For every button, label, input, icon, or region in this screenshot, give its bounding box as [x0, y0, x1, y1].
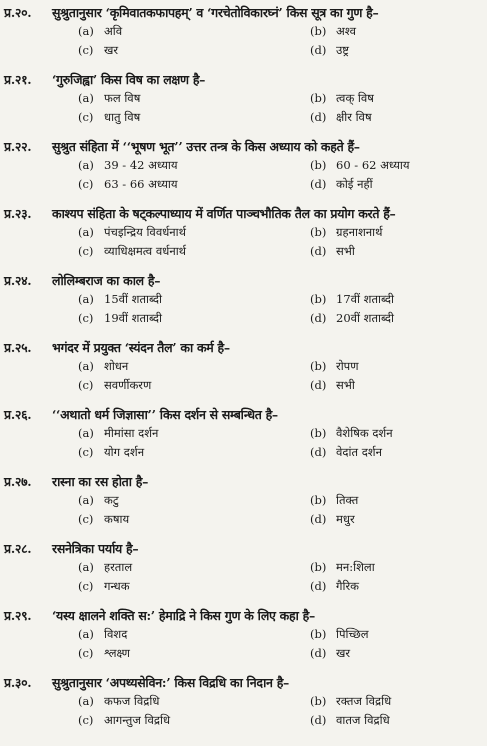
option-label: (d)	[310, 110, 327, 124]
question-number: प्र.२४.	[4, 273, 32, 288]
question-text: ‘‘अथातो धर्म जिज्ञासा’’ किस दर्शन से सम्बन्धित है–	[52, 407, 278, 422]
option-label: (d)	[310, 512, 327, 526]
option-a	[78, 627, 127, 642]
option-text: 17वीं शताब्दी	[336, 292, 394, 306]
option-d	[310, 713, 390, 728]
option-label: (a)	[78, 158, 94, 172]
option-label: (c)	[78, 378, 94, 392]
question-21	[0, 71, 487, 143]
option-a	[78, 24, 122, 39]
option-c	[78, 646, 130, 661]
option-d	[310, 244, 355, 259]
option-text: श्लक्ष्ण	[104, 646, 130, 660]
option-text: मन:शिला	[336, 560, 375, 574]
option-text: शोधन	[104, 359, 129, 373]
option-b	[310, 560, 375, 575]
option-a	[78, 158, 178, 173]
option-label: (a)	[78, 359, 94, 373]
option-text: 20वीं शताब्दी	[336, 311, 394, 325]
option-b	[310, 24, 356, 39]
option-label: (c)	[78, 445, 94, 459]
option-label: (b)	[310, 694, 327, 708]
question-text: काश्यप संहिता के षट्कल्पाध्याय में वर्णित पाञ्चभौतिक तैल का प्रयोग करते हैं–	[52, 206, 396, 221]
option-text: गन्धक	[104, 579, 130, 593]
question-number: प्र.२१.	[4, 72, 32, 87]
option-d	[310, 579, 359, 594]
option-label: (c)	[78, 512, 94, 526]
option-c	[78, 311, 162, 326]
question-24	[0, 272, 487, 344]
question-30	[0, 674, 487, 746]
option-c	[78, 177, 178, 192]
option-text: पिच्छिल	[336, 627, 369, 641]
option-d	[310, 110, 372, 125]
option-label: (b)	[310, 426, 327, 440]
question-text: लोलिम्बराज का काल है–	[52, 273, 161, 288]
option-label: (c)	[78, 244, 94, 258]
option-label: (c)	[78, 110, 94, 124]
option-label: (c)	[78, 177, 94, 191]
option-text: वेदांत दर्शन	[336, 445, 382, 459]
option-label: (b)	[310, 91, 327, 105]
option-text: खर	[104, 43, 119, 57]
option-b	[310, 493, 358, 508]
option-d	[310, 378, 355, 393]
option-label: (b)	[310, 158, 327, 172]
option-label: (b)	[310, 627, 327, 641]
option-label: (a)	[78, 560, 94, 574]
option-label: (c)	[78, 43, 94, 57]
option-label: (a)	[78, 91, 94, 105]
option-a	[78, 225, 186, 240]
option-label: (d)	[310, 713, 327, 727]
question-22	[0, 138, 487, 210]
option-text: फल विष	[104, 91, 141, 105]
option-text: वातज विद्रधि	[336, 713, 390, 727]
option-c	[78, 110, 140, 125]
option-b	[310, 225, 382, 240]
option-c	[78, 43, 118, 58]
option-text: 63 - 66 अध्याय	[104, 177, 178, 191]
option-text: सभी	[336, 244, 355, 258]
option-a	[78, 359, 128, 374]
question-number: प्र.२७.	[4, 474, 32, 489]
option-text: 60 - 62 अध्याय	[336, 158, 410, 172]
question-25	[0, 339, 487, 411]
option-text: कोई नहीं	[336, 177, 373, 191]
option-label: (c)	[78, 311, 94, 325]
option-c	[78, 713, 170, 728]
option-text: त्वक् विष	[336, 91, 374, 105]
option-b	[310, 91, 374, 106]
option-d	[310, 177, 373, 192]
option-label: (a)	[78, 426, 94, 440]
option-d	[310, 445, 382, 460]
option-label: (d)	[310, 311, 327, 325]
option-label: (a)	[78, 627, 94, 641]
option-c	[78, 512, 129, 527]
option-d	[310, 311, 394, 326]
question-number: प्र.२६.	[4, 407, 32, 422]
question-text: रसनेत्रिका पर्याय है–	[52, 541, 139, 556]
option-label: (c)	[78, 646, 94, 660]
question-text: सुश्रुतानुसार ‘अपथ्यसेविन:’ किस विद्रधि का निदान है–	[52, 675, 289, 690]
option-label: (b)	[310, 225, 327, 239]
option-text: कटु	[104, 493, 119, 507]
option-b	[310, 426, 393, 441]
option-d	[310, 43, 349, 58]
option-text: सवर्णीकरण	[104, 378, 152, 392]
option-text: हरताल	[104, 560, 133, 574]
question-number: प्र.२५.	[4, 340, 32, 355]
option-label: (d)	[310, 177, 327, 191]
option-b	[310, 694, 391, 709]
option-a	[78, 493, 119, 508]
option-text: गैरिक	[336, 579, 359, 593]
option-c	[78, 579, 130, 594]
option-text: 19वीं शताब्दी	[104, 311, 162, 325]
option-label: (b)	[310, 24, 327, 38]
option-label: (d)	[310, 244, 327, 258]
option-b	[310, 292, 394, 307]
option-b	[310, 627, 369, 642]
option-label: (a)	[78, 225, 94, 239]
option-a	[78, 560, 132, 575]
option-text: खर	[336, 646, 351, 660]
question-text: ‘गुरुजिह्वा’ किस विष का लक्षण है–	[52, 72, 206, 87]
question-text: रास्ना का रस होता है–	[52, 474, 149, 489]
option-text: रोपण	[336, 359, 359, 373]
question-27	[0, 473, 487, 545]
option-text: मीमांसा दर्शन	[104, 426, 159, 440]
option-b	[310, 158, 410, 173]
option-c	[78, 378, 151, 393]
option-text: मधुर	[336, 512, 355, 526]
option-a	[78, 694, 159, 709]
option-d	[310, 512, 355, 527]
question-23	[0, 205, 487, 277]
option-text: आगन्तुज विद्रधि	[104, 713, 171, 727]
option-c	[78, 244, 186, 259]
option-label: (c)	[78, 713, 94, 727]
option-text: पंचइन्द्रिय विवर्धनार्थ	[104, 225, 186, 239]
option-label: (a)	[78, 292, 94, 306]
option-text: व्याधिक्षमत्व वर्धनार्थ	[104, 244, 187, 258]
question-text: सुश्रुतानुसार ‘कृमिवातकफापहम्’ व ‘गरचेतोविकारघ्नं’ किस सूत्र का गुण है–	[52, 5, 379, 20]
option-text: कषाय	[104, 512, 130, 526]
option-a	[78, 292, 162, 307]
question-number: प्र.२८.	[4, 541, 32, 556]
option-text: धातु विष	[104, 110, 141, 124]
option-text: योग दर्शन	[104, 445, 145, 459]
option-a	[78, 91, 140, 106]
option-c	[78, 445, 144, 460]
option-label: (b)	[310, 292, 327, 306]
question-number: प्र.२३.	[4, 206, 32, 221]
option-label: (d)	[310, 579, 327, 593]
option-label: (d)	[310, 43, 327, 57]
question-text: सुश्रुत संहिता में ‘‘भूषण भूत’’ उत्तर तन्त्र के किस अध्याय को कहते हैं–	[52, 139, 360, 154]
option-text: 15वीं शताब्दी	[104, 292, 162, 306]
option-d	[310, 646, 350, 661]
question-number: प्र.२२.	[4, 139, 32, 154]
question-text: भगंदर में प्रयुक्त ‘स्यंदन तैल’ का कर्म है–	[52, 340, 230, 355]
question-number: प्र.२०.	[4, 5, 32, 20]
option-label: (d)	[310, 445, 327, 459]
option-label: (b)	[310, 493, 327, 507]
option-text: सभी	[336, 378, 355, 392]
question-text: ‘यस्य क्षालने शक्ति स:’ हेमाद्रि ने किस गुण के लिए कहा है–	[52, 608, 315, 623]
option-text: ग्रहनाशनार्थ	[336, 225, 383, 239]
option-label: (d)	[310, 646, 327, 660]
option-label: (a)	[78, 493, 94, 507]
option-text: कफज विद्रधि	[104, 694, 160, 708]
option-text: क्षीर विष	[336, 110, 372, 124]
option-label: (d)	[310, 378, 327, 392]
option-label: (b)	[310, 359, 327, 373]
option-text: 39 - 42 अध्याय	[104, 158, 178, 172]
option-text: अश्व	[336, 24, 357, 38]
option-a	[78, 426, 158, 441]
option-b	[310, 359, 359, 374]
option-text: विशद	[104, 627, 128, 641]
option-text: उष्ट्र	[336, 43, 350, 57]
question-number: प्र.२९.	[4, 608, 32, 623]
option-text: वैशेषिक दर्शन	[336, 426, 393, 440]
option-label: (a)	[78, 694, 94, 708]
option-label: (a)	[78, 24, 94, 38]
option-text: रक्तज विद्रधि	[336, 694, 392, 708]
question-26	[0, 406, 487, 478]
question-20	[0, 4, 487, 76]
option-text: अवि	[104, 24, 123, 38]
option-label: (b)	[310, 560, 327, 574]
option-text: तिक्त	[336, 493, 359, 507]
question-28	[0, 540, 487, 612]
question-number: प्र.३०.	[4, 675, 32, 690]
question-29	[0, 607, 487, 679]
option-label: (c)	[78, 579, 94, 593]
